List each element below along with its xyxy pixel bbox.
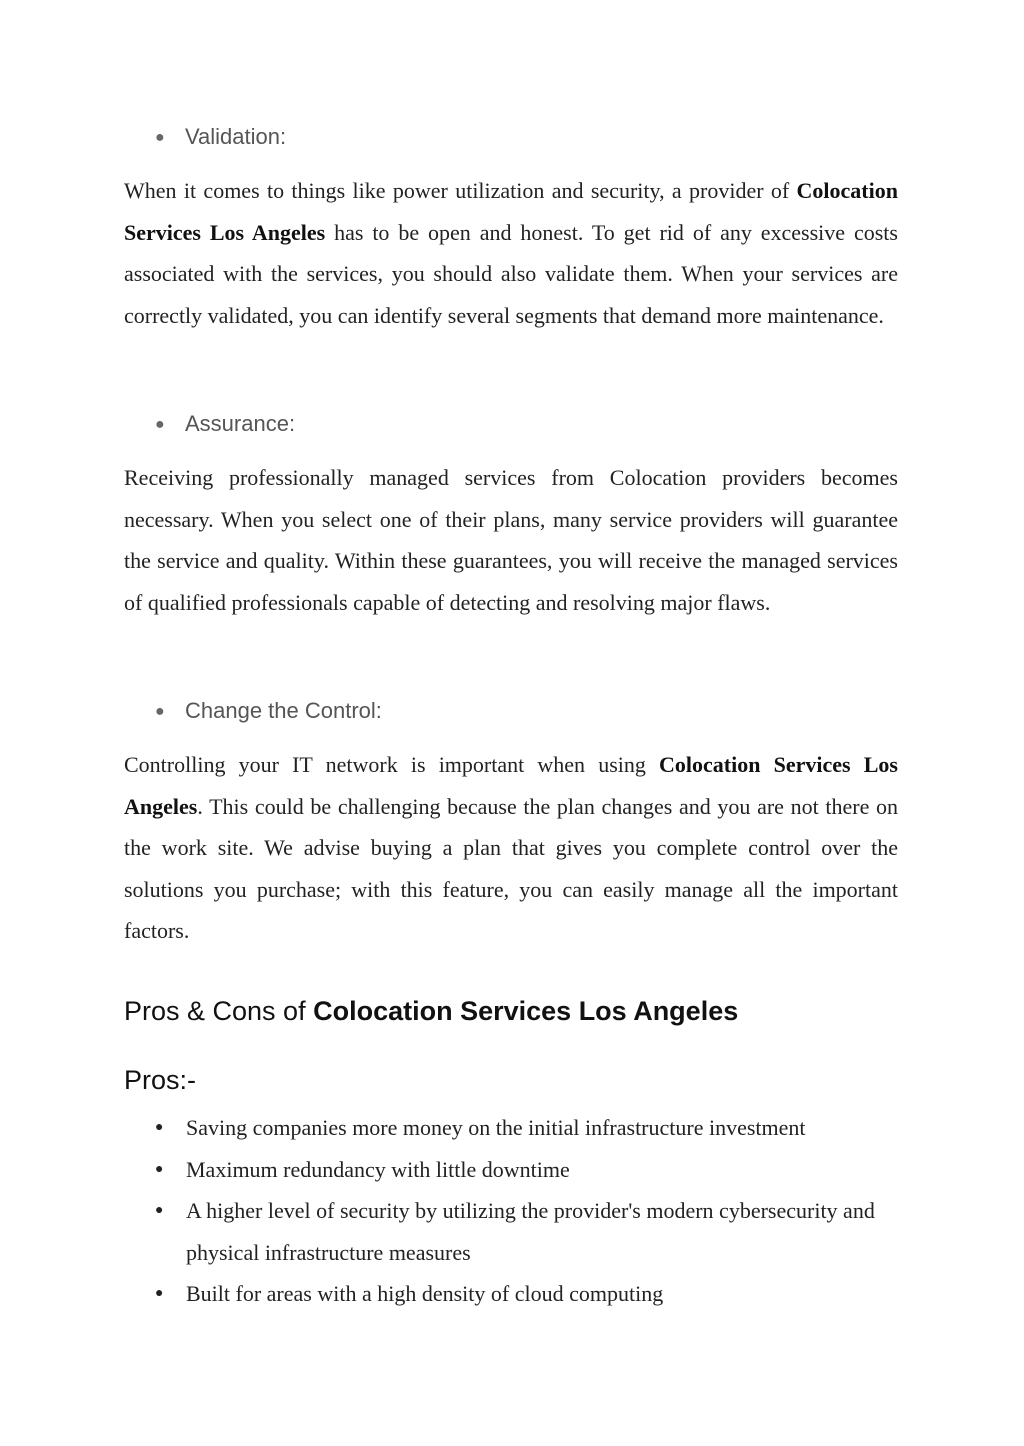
bullet-dot-icon: ● (155, 129, 165, 146)
bold-keyword: Colocation Services Los Angeles (124, 752, 898, 819)
pros-list (124, 1107, 898, 1315)
paragraph-text: . This could be challenging because the plan changes and you are not there on the work site. We advise buying a plan that gives you complete control over the solutions you purchase; with this feature, you can easily manage all the important factors. (124, 793, 898, 943)
assurance-paragraph (124, 457, 898, 623)
paragraph-text: When it comes to things like power utilization and security, a provider of (124, 178, 797, 203)
section-heading-assurance (155, 411, 295, 437)
section-heading-label: Change the Control: (185, 698, 382, 723)
section-heading-change-control (155, 698, 382, 724)
list-item-text: Built for areas with a high density of cloud computing (186, 1281, 664, 1306)
section-heading-label: Assurance: (185, 411, 296, 436)
list-item-text: A higher level of security by utilizing the provider's modern cybersecurity and physical infrastructure measures (186, 1198, 875, 1265)
paragraph-text: Receiving professionally managed services from Colocation providers becomes necessary. When you select one of their plans, many service providers will guarantee the service and quality. Within these guarantees, you will receive the managed services of qualified professionals capable of detecting and resolving major flaws. (124, 465, 898, 615)
bullet-dot-icon: ● (155, 703, 165, 720)
change-control-paragraph (124, 744, 898, 952)
list-item-text: Maximum redundancy with little downtime (186, 1156, 570, 1182)
bullet-dot-icon: ● (155, 1120, 164, 1135)
bullet-dot-icon: ● (155, 1203, 164, 1218)
heading-bold: Colocation Services Los Angeles (313, 996, 739, 1026)
validation-paragraph (124, 170, 898, 336)
list-item-text: Saving companies more money on the initial infrastructure investment (186, 1115, 806, 1140)
bullet-dot-icon: ● (155, 1286, 164, 1301)
list-item (124, 1107, 898, 1149)
paragraph-text: has to be open and honest. To get rid of any excessive costs associated with the services, you should also validate them. When your services are correctly validated, you can identify several segments that demand more maintenance. (124, 219, 898, 328)
section-heading-validation (155, 124, 286, 150)
bullet-dot-icon: ● (155, 416, 165, 433)
pros-cons-heading (124, 996, 738, 1027)
list-item (124, 1273, 898, 1315)
bold-keyword: Colocation Services Los Angeles (124, 178, 898, 245)
list-item (124, 1190, 898, 1273)
paragraph-text: Controlling your IT network is important when using (124, 752, 660, 777)
pros-heading: Pros:- (124, 1065, 197, 1095)
list-item (124, 1149, 898, 1191)
section-heading-label: Validation: (185, 124, 287, 149)
heading-prefix: Pros & Cons of (124, 996, 314, 1026)
bullet-dot-icon: ● (155, 1161, 164, 1177)
